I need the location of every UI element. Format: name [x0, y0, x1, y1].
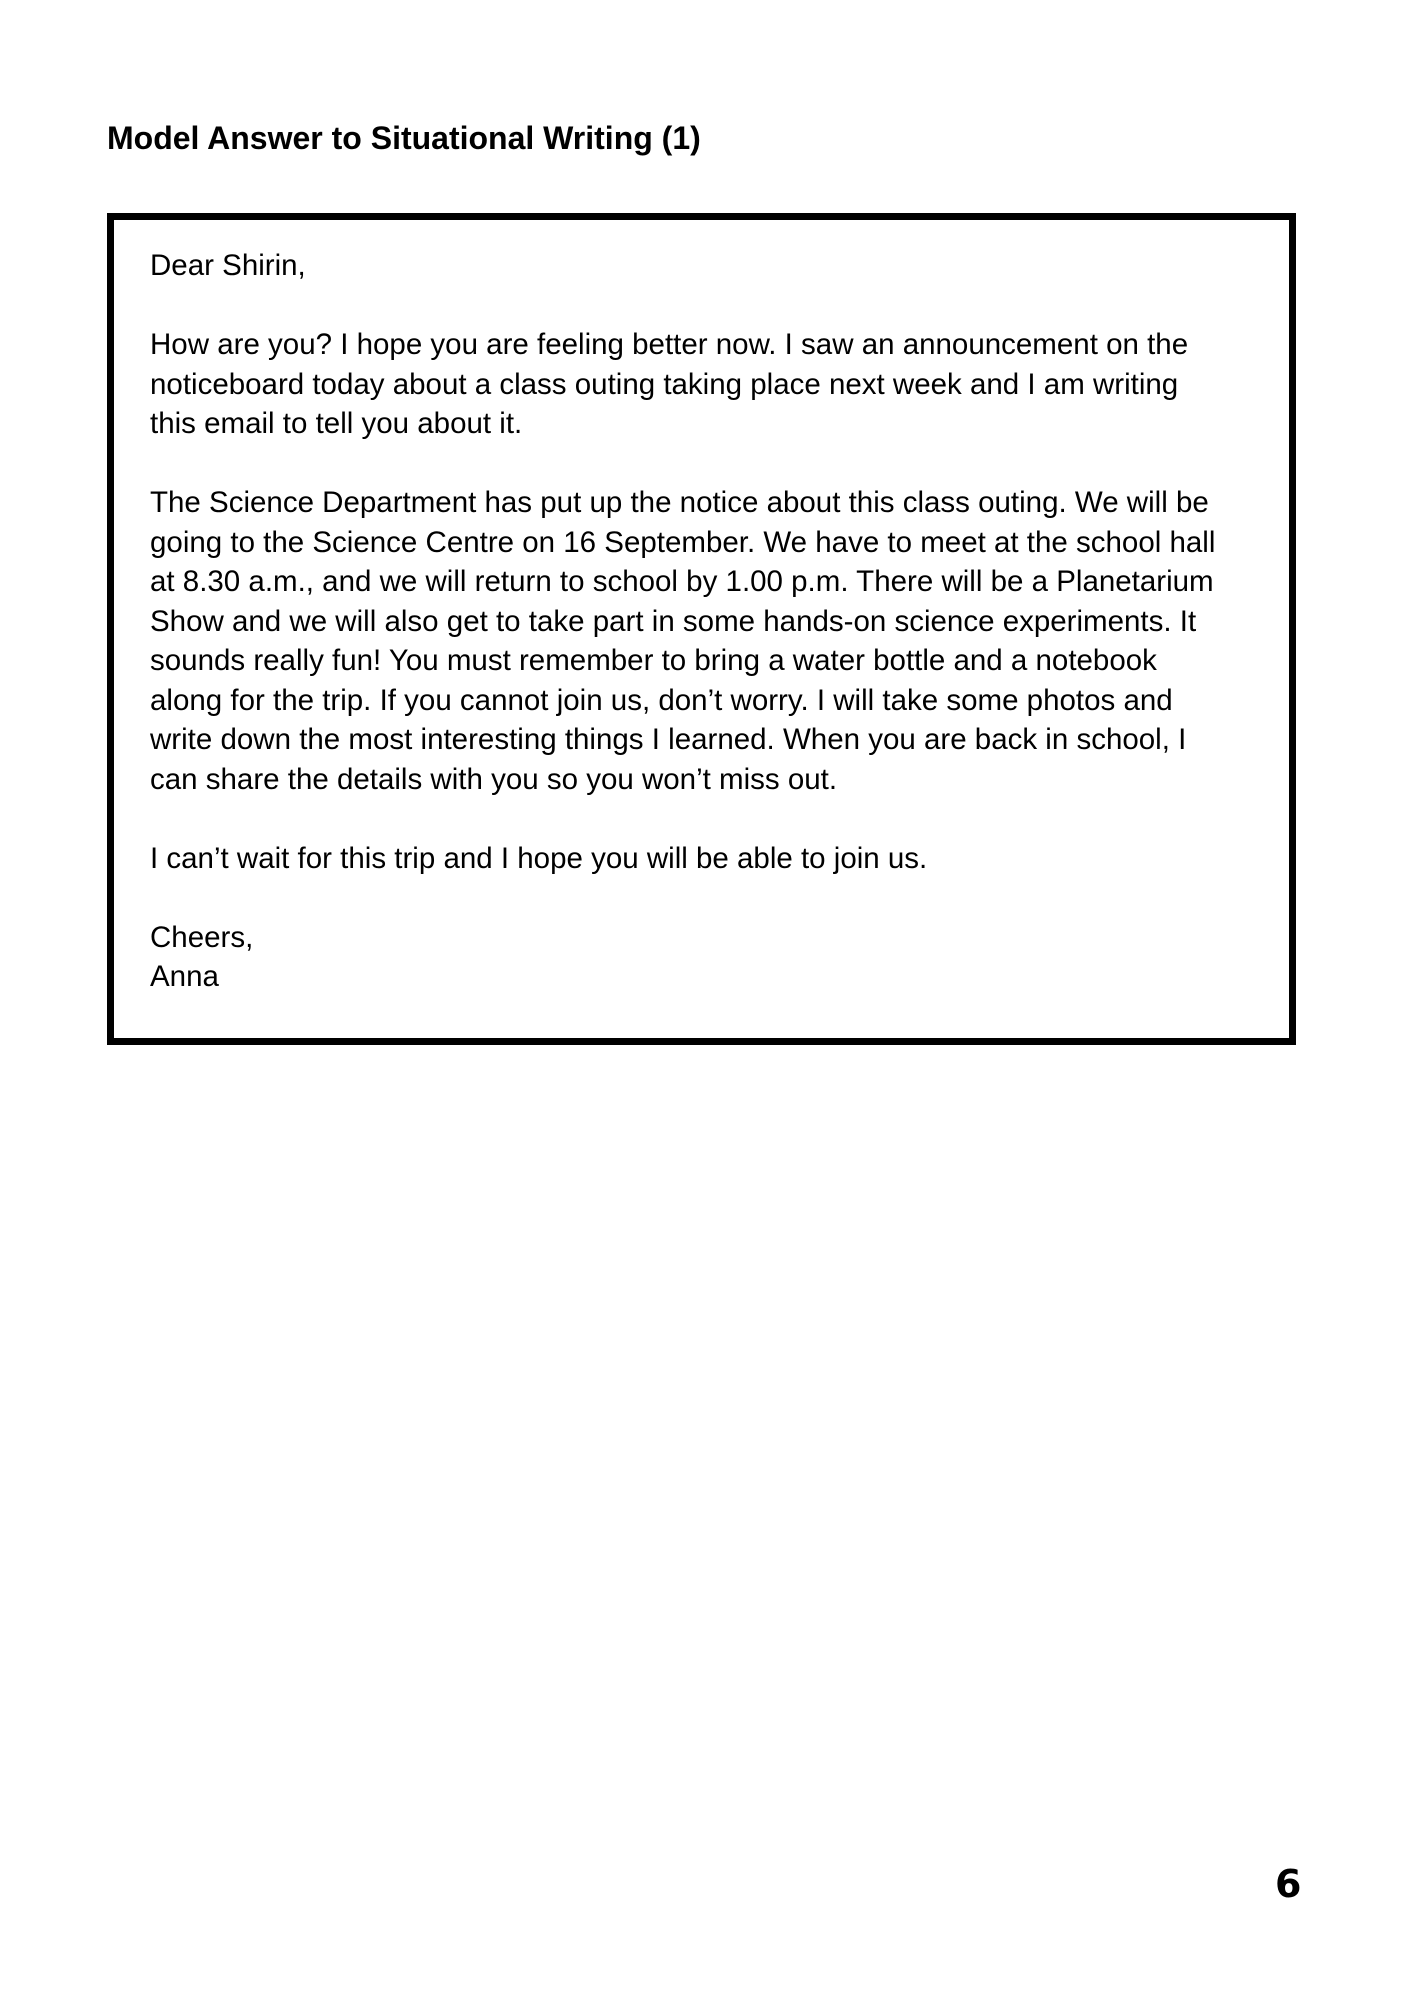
letter-closing: Cheers, — [150, 920, 254, 954]
letter-box — [107, 213, 1296, 1045]
letter-greeting: Dear Shirin, — [150, 249, 306, 282]
page-number: 6 — [1275, 1862, 1302, 1906]
paragraph-gap — [150, 799, 1259, 839]
paragraph-gap — [150, 444, 1259, 484]
letter-paragraph-3: I can’t wait for this trip and I hope you will be able to join us. — [150, 841, 928, 875]
paragraph-gap — [150, 878, 1259, 918]
page-title: Model Answer to Situational Writing (1) — [107, 120, 701, 156]
letter-signature: Anna — [150, 960, 219, 993]
letter-paragraph-1: How are you? I hope you are feeling better now. I saw an announcement on the noticeboard today about a class outing taking place next week and I am writing this email to tell you about it. — [150, 328, 1189, 440]
paragraph-gap — [150, 286, 1259, 326]
letter-paragraph-2: The Science Department has put up the notice about this class outing. We will be going to the Science Centre on 16 September. We have to meet at the school hall at 8.30 a.m., and we will return to school by 1.00 p.m. There will be a Planetarium Show and we will also get to take part in some hands-on science experiments. It sounds really fun! You must remember to bring a water bottle and a notebook along for the trip. If you cannot join us, don’t worry. I will take some photos and write down the most interesting things I learned. When you are back in school, I can share the details with you so you won’t miss out. — [150, 486, 1216, 796]
